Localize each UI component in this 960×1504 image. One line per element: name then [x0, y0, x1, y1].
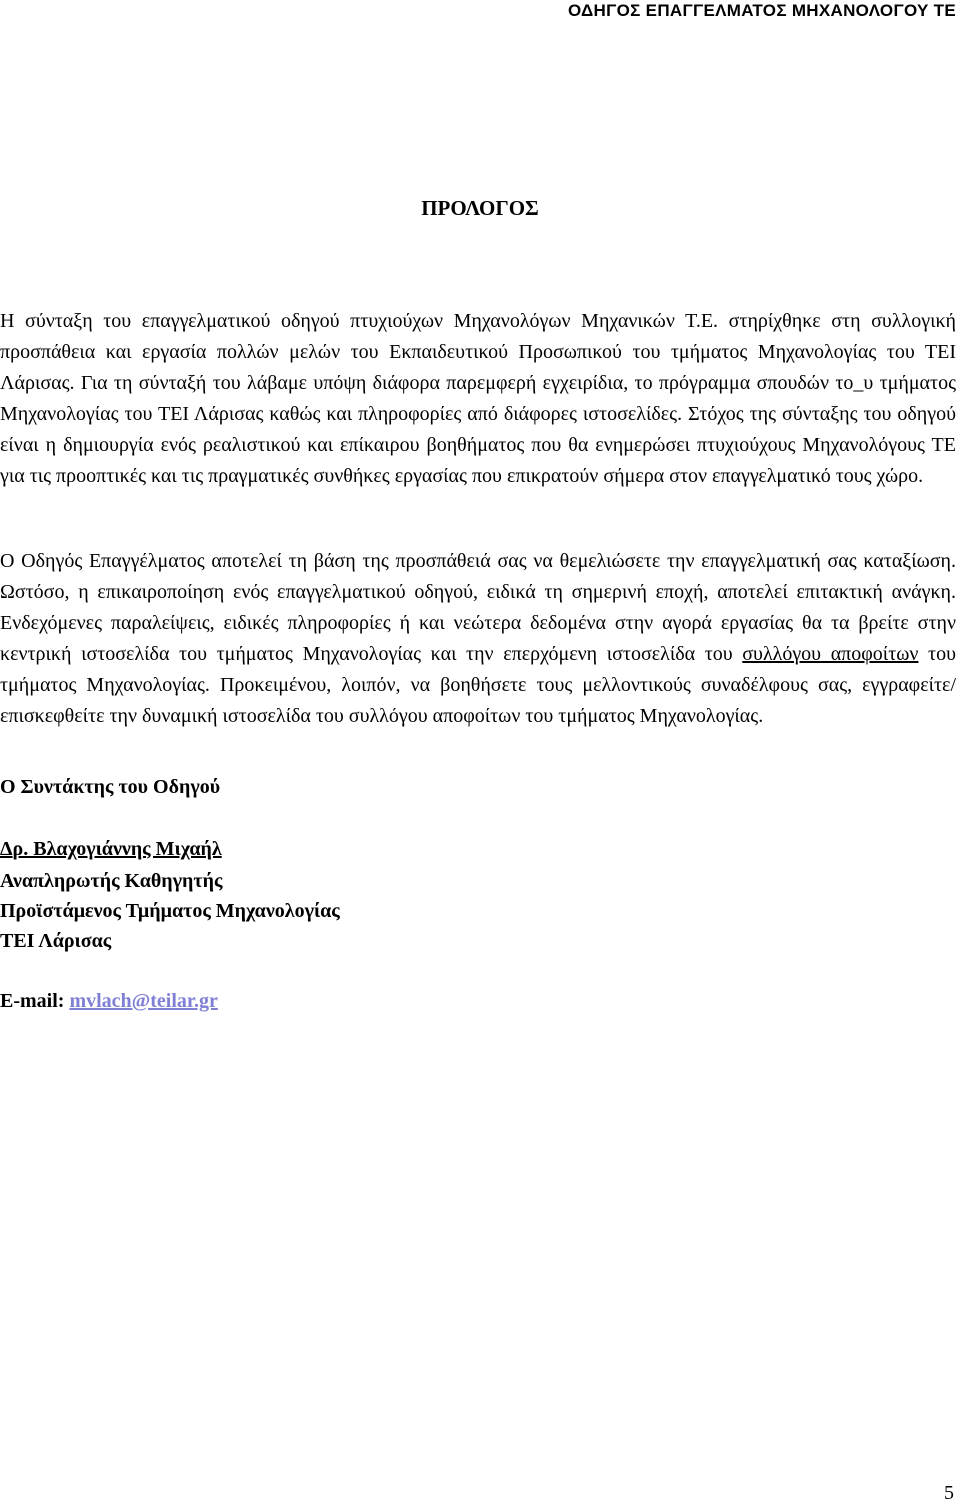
- author-name: [0, 834, 222, 864]
- preface-paragraph-1: Η σύνταξη του επαγγελματικού οδηγού πτυχιούχων Μηχανολόγων Μηχανικών Τ.Ε. στηρίχθηκε στη συλλογική προσπάθεια και εργασία πολλών μελών του Εκπαιδευτικού Προσωπικού του τμήματος Μηχανολογίας του ΤΕΙ Λάρισας. Για τη σύνταξή του λάβαμε υπόψη διάφορα παρεμφερή εγχειρίδια, το πρόγραμμα σπουδών το_υ τμήματος Μηχανολογίας του ΤΕΙ Λάρισας καθώς και πληροφορίες από διάφορες ιστοσελίδες. Στόχος της σύνταξης του οδηγού είναι η δημιουργία ενός ρεαλιστικού και επίκαιρου βοηθήματος που θα ενημερώσει πτυχιούχους Μηχανολόγους ΤΕ για τις προοπτικές και τις πραγματικές συνθήκες εργασίας που επικρατούν σήμερα στον επαγγελματικό τους χώρο.: [0, 310, 956, 487]
- author-department: Προϊστάμενος Τμήματος Μηχανολογίας: [0, 900, 340, 922]
- author-role: Αναπληρωτής Καθηγητής: [0, 870, 223, 892]
- page-number: 5: [944, 1482, 954, 1504]
- page-title: ΠΡΟΛΟΓΟΣ: [421, 196, 539, 220]
- running-header: ΟΔΗΓΟΣ ΕΠΑΓΓΕΛΜΑΤΟΣ ΜΗΧΑΝΟΛΟΓΟΥ ΤΕ: [567, 1, 956, 20]
- author-email-line: [0, 986, 218, 1016]
- paragraph-2-text-before-link: Ο Οδηγός Επαγγέλματος αποτελεί τη βάση της προσπάθειά σας να θεμελιώσετε την επαγγελματική σας καταξίωση. Ωστόσο, η επικαιροποίηση ενός επαγγελματικού οδηγού, ειδικά τη σημερινή εποχή, αποτελεί επιτακτική ανάγκη. Ενδεχόμενες παραλείψεις, ειδικές πληροφορίες ή και νεώτερα δεδομένα στην αγορά εργασίας θα τα βρείτε στην κεντρική ιστοσελίδα του τμήματος Μηχανολογίας και την επερχόμενη ιστοσελίδα του: [0, 550, 956, 665]
- editor-label: Ο Συντάκτης του Οδηγού: [0, 776, 221, 798]
- email-link[interactable]: mvlach@teilar.gr: [69, 990, 218, 1012]
- email-label: E-mail:: [0, 990, 65, 1012]
- paragraph-2-text-after-link: του τμήματος Μηχανολογίας. Προκειμένου, λοιπόν, να βοηθήσετε τους μελλοντικούς συναδέλφους σας, εγγραφείτε/επισκεφθείτε την δυναμική ιστοσελίδα του συλλόγου αποφοίτων του τμήματος Μηχανολογίας.: [0, 643, 956, 727]
- preface-paragraph-2: [0, 546, 956, 732]
- graduates-association-link[interactable]: συλλόγου αποφοίτων: [742, 643, 919, 665]
- author-name-prefix: Δ: [0, 838, 13, 860]
- author-name-rest: ρ. Βλαχογιάννης Μιχαήλ: [12, 838, 222, 860]
- author-institution: ΤΕΙ Λάρισας: [0, 930, 112, 952]
